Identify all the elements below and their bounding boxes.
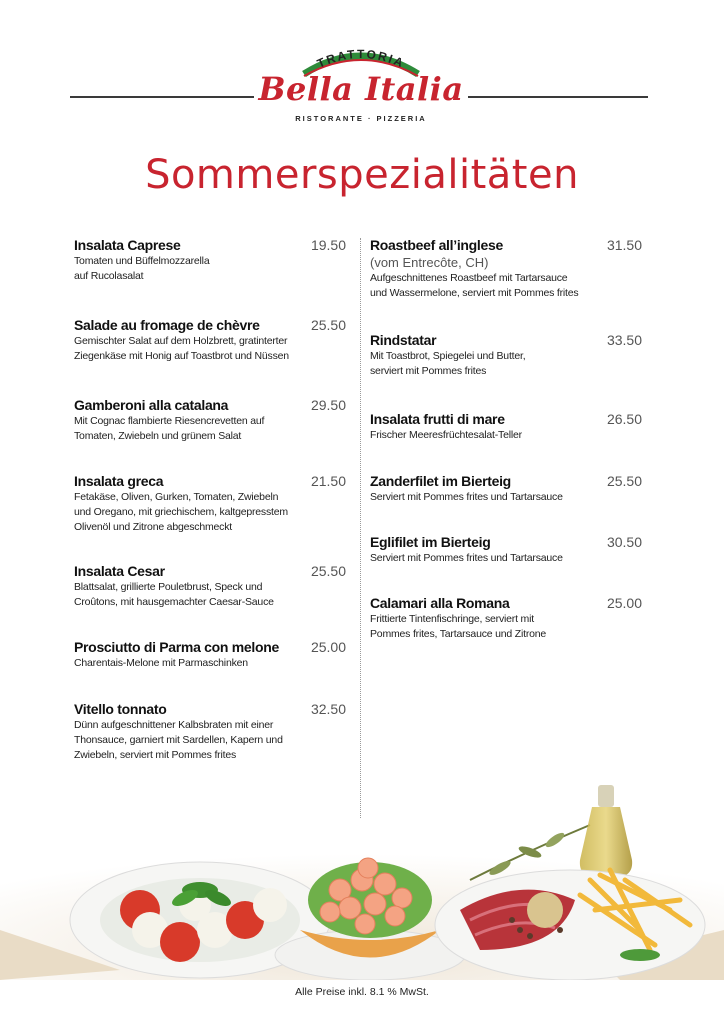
- menu-item-price: 25.50: [606, 473, 642, 489]
- menu-item-name: Salade au fromage de chèvre: [74, 317, 260, 333]
- menu-item-name: Roastbeef all’inglese: [370, 237, 503, 253]
- olive-oil-bottle-icon: [580, 785, 632, 878]
- menu-item: [370, 533, 642, 566]
- menu-item-desc: Mit Toastbrot, Spiegelei und Butter, serviert mit Pommes frites: [370, 350, 526, 377]
- menu-item-desc: Serviert mit Pommes frites und Tartarsauce: [370, 552, 563, 564]
- menu-item-name: Insalata Cesar: [74, 563, 165, 579]
- menu-item-name: Eglifilet im Bierteig: [370, 534, 491, 550]
- menu-item-name: Insalata frutti di mare: [370, 411, 505, 427]
- menu-item-name: Calamari alla Romana: [370, 595, 510, 611]
- menu-item-name: Insalata greca: [74, 473, 164, 489]
- menu-item-price: 30.50: [606, 534, 642, 550]
- menu-item: [74, 396, 346, 444]
- menu-item-desc: Charentais-Melone mit Parmaschinken: [74, 657, 248, 669]
- menu-item-price: 21.50: [310, 473, 346, 489]
- page-title: Sommerspezialitäten: [145, 152, 579, 198]
- menu-item-name: Rindstatar: [370, 332, 437, 348]
- header-rule-right: [468, 96, 648, 98]
- menu-item-desc: Frittierte Tintenfischringe, serviert mit Pommes frites, Tartarsauce und Zitrone: [370, 613, 547, 640]
- menu-item-desc: Frischer Meeresfrüchtesalat-Teller: [370, 429, 522, 441]
- menu-item: [74, 236, 346, 284]
- menu-item-price: 31.50: [606, 237, 642, 253]
- logo-sub-text: RISTORANTE · PIZZERIA: [295, 114, 427, 123]
- menu-item-desc: Gemischter Salat auf dem Holzbrett, gratinterter Ziegenkäse mit Honig auf Toastbrot und Nüssen: [74, 335, 289, 362]
- menu-item-desc: Fetakäse, Oliven, Gurken, Tomaten, Zwiebeln und Oregano, mit griechischem, kaltgepresstem Olivenöl und Zitrone abgeschmeckt: [74, 491, 288, 533]
- menu-item-price: 26.50: [606, 411, 642, 427]
- menu-item-subtitle: (vom Entrecôte, CH): [370, 255, 489, 270]
- logo-main-text: Bella Italia: [258, 70, 464, 108]
- menu-item-price: 29.50: [310, 397, 346, 413]
- menu-item-desc: Aufgeschnittenes Roastbeef mit Tartarsauce und Wassermelone, serviert mit Pommes frites: [370, 272, 579, 299]
- menu-item-desc: Tomaten und Büffelmozzarella auf Rucolasalat: [74, 255, 210, 282]
- menu-item: [74, 562, 346, 610]
- menu-item: [370, 472, 642, 505]
- menu-item-price: 25.50: [310, 563, 346, 579]
- menu-item: [370, 236, 642, 301]
- menu-item-desc: Serviert mit Pommes frites und Tartarsauce: [370, 491, 563, 503]
- menu-item-price: 25.00: [310, 639, 346, 655]
- menu-item: [74, 472, 346, 535]
- food-photo: [0, 780, 724, 980]
- menu-item: [74, 316, 346, 364]
- svg-text:TRATTORIA: [315, 47, 407, 71]
- menu-item: [370, 410, 642, 443]
- menu-item-name: Zanderfilet im Bierteig: [370, 473, 511, 489]
- menu-item-name: Insalata Caprese: [74, 237, 181, 253]
- menu-item: [74, 700, 346, 763]
- menu-item-desc: Dünn aufgeschnittener Kalbsbraten mit einer Thonsauce, garniert mit Sardellen, Kapern und Zwiebeln, serviert mit Pommes frites: [74, 719, 283, 761]
- menu-item: [74, 638, 346, 671]
- column-divider: [360, 238, 361, 818]
- menu-item-name: Vitello tonnato: [74, 701, 167, 717]
- menu-item: [370, 331, 642, 379]
- menu-item-desc: Mit Cognac flambierte Riesencrevetten auf Tomaten, Zwiebeln und grünem Salat: [74, 415, 265, 442]
- menu-item-desc: Blattsalat, grillierte Pouletbrust, Speck und Croûtons, mit hausgemachter Caesar-Sauce: [74, 581, 274, 608]
- menu-item-price: 25.00: [606, 595, 642, 611]
- restaurant-logo: [254, 42, 468, 126]
- menu-item-price: 32.50: [310, 701, 346, 717]
- menu-item-price: 19.50: [310, 237, 346, 253]
- logo-top-text: TRATTORIA: [314, 46, 407, 71]
- menu-item-name: Prosciutto di Parma con melone: [74, 639, 279, 655]
- roastbeef-plate-icon: [435, 870, 705, 980]
- header-rule-left: [70, 96, 254, 98]
- menu-item-price: 25.50: [310, 317, 346, 333]
- menu-item: [370, 594, 642, 642]
- menu-item-price: 33.50: [606, 332, 642, 348]
- price-note: Alle Preise inkl. 8.1 % MwSt.: [295, 986, 429, 998]
- menu-item-name: Gamberoni alla catalana: [74, 397, 229, 413]
